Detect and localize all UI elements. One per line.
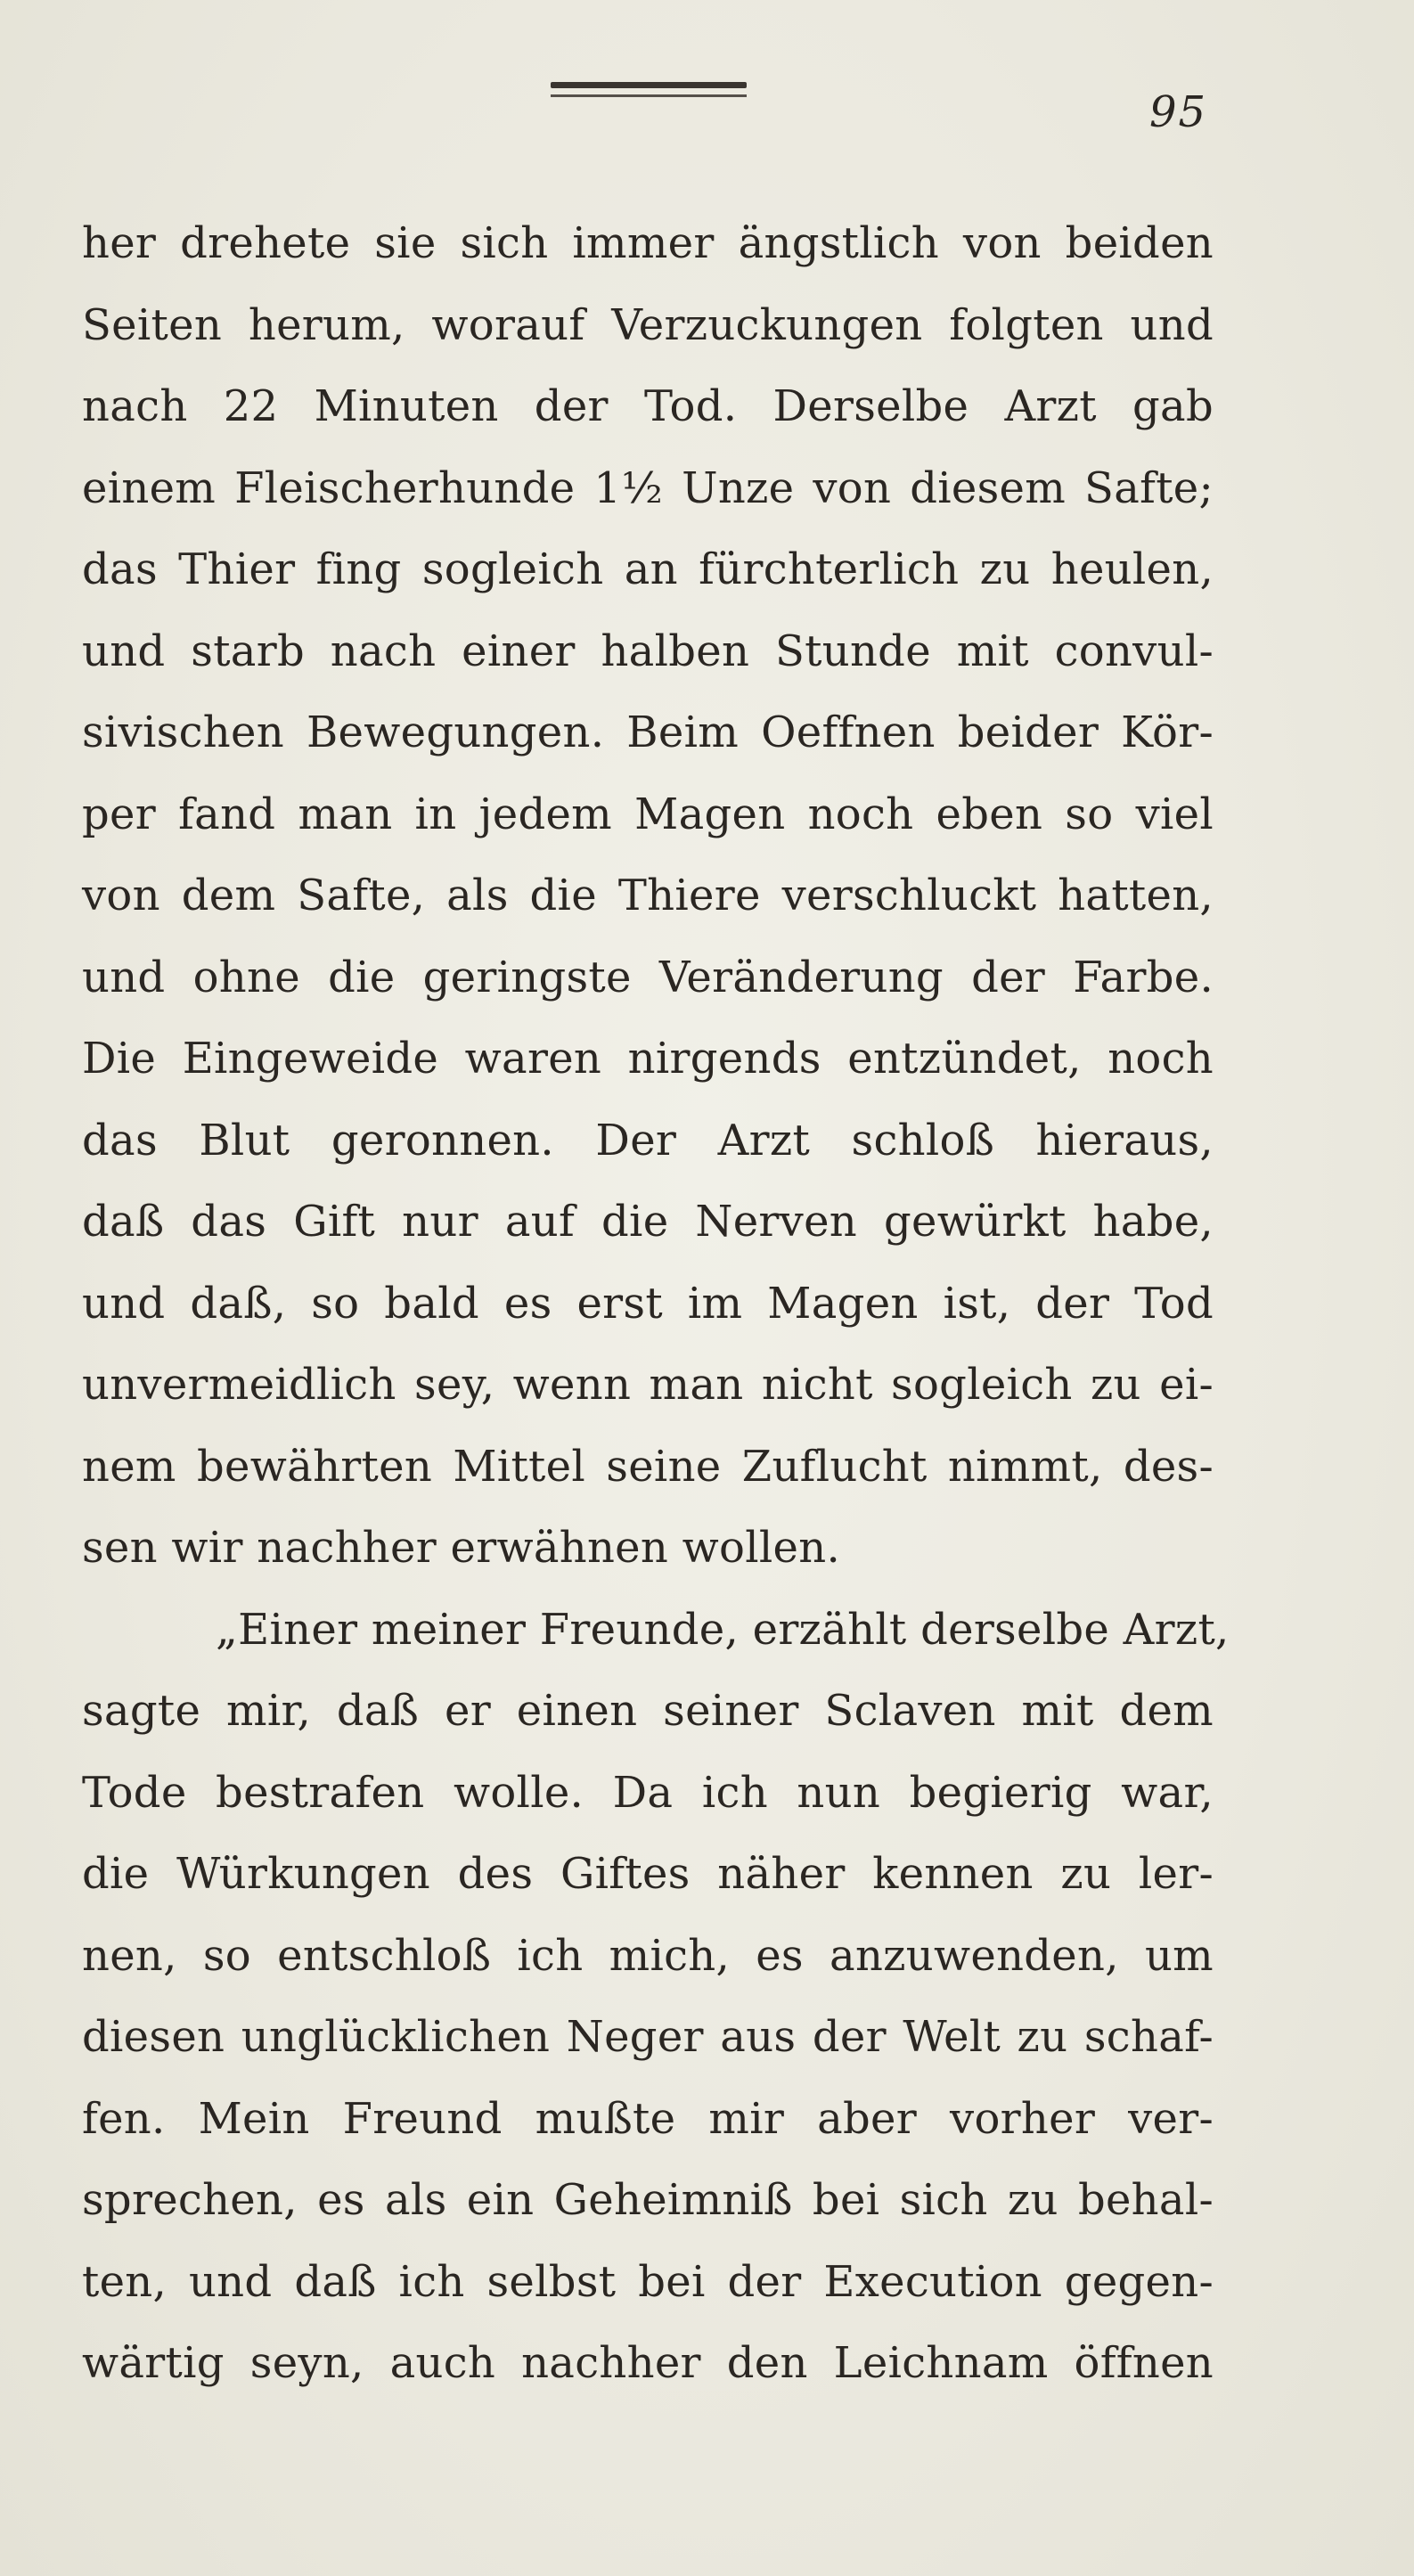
text-line: daß das Gift nur auf die Nerven gewürkt habe, [82, 1197, 1214, 1247]
header-rule-thick [551, 82, 747, 88]
text-line: und daß, so bald es erst im Magen ist, der Tod [82, 1278, 1214, 1329]
paragraph-end-line: sen wir nachher erwähnen wollen. [82, 1523, 841, 1573]
text-line: nen, so entschloß ich mich, es anzuwenden, um [82, 1930, 1214, 1981]
text-line: von dem Safte, als die Thiere verschluckt hatten, [82, 871, 1214, 920]
text-line: Tode bestrafen wolle. Da ich nun begierig war, [82, 1767, 1214, 1818]
text-line: Die Eingeweide waren nirgends entzündet, noch [82, 1034, 1214, 1084]
text-line: wärtig seyn, auch nachher den Leichnam öffnen [82, 2338, 1214, 2388]
text-line: her drehete sie sich immer ängstlich von beiden [82, 218, 1214, 268]
text-line: nem bewährten Mittel seine Zuflucht nimmt, des- [82, 1441, 1214, 1492]
text-line: ten, und daß ich selbst bei der Execution gegen- [82, 2256, 1214, 2307]
text-line: und ohne die geringste Veränderung der Farbe. [82, 952, 1214, 1002]
text-line: sagte mir, daß er einen seiner Sclaven mit dem [82, 1686, 1214, 1736]
text-line: die Würkungen des Giftes näher kennen zu ler- [82, 1849, 1214, 1899]
text-line: das Thier fing sogleich an fürchterlich zu heulen, [82, 544, 1214, 594]
header-rule-ornament [551, 82, 747, 103]
page-number: 95 [1149, 87, 1208, 137]
text-line: das Blut geronnen. Der Arzt schloß hieraus, [82, 1115, 1214, 1165]
header-rule-thin [551, 94, 747, 97]
text-line: per fand man in jedem Magen noch eben so viel [82, 789, 1214, 839]
text-line: diesen unglücklichen Neger aus der Welt zu schaf- [82, 2012, 1214, 2062]
text-line: einem Fleischerhunde 1½ Unze von diesem Safte; [82, 462, 1214, 513]
text-line: Seiten herum, worauf Verzuckungen folgten und [82, 299, 1214, 350]
text-line: sprechen, es als ein Geheimniß bei sich zu behal- [82, 2175, 1214, 2225]
text-line: nach 22 Minuten der Tod. Derselbe Arzt gab [82, 381, 1214, 431]
paragraph-start-line: „Einer meiner Freunde, erzählt derselbe Arzt, [216, 1604, 1230, 1655]
text-line: sivischen Bewegungen. Beim Oeffnen beider Kör- [82, 707, 1214, 757]
text-line: unvermeidlich sey, wenn man nicht sogleich zu ei- [82, 1360, 1214, 1410]
text-line: fen. Mein Freund mußte mir aber vorher ver- [82, 2093, 1214, 2144]
body-text [82, 203, 1230, 2405]
text-line: und starb nach einer halben Stunde mit convul- [82, 626, 1214, 676]
